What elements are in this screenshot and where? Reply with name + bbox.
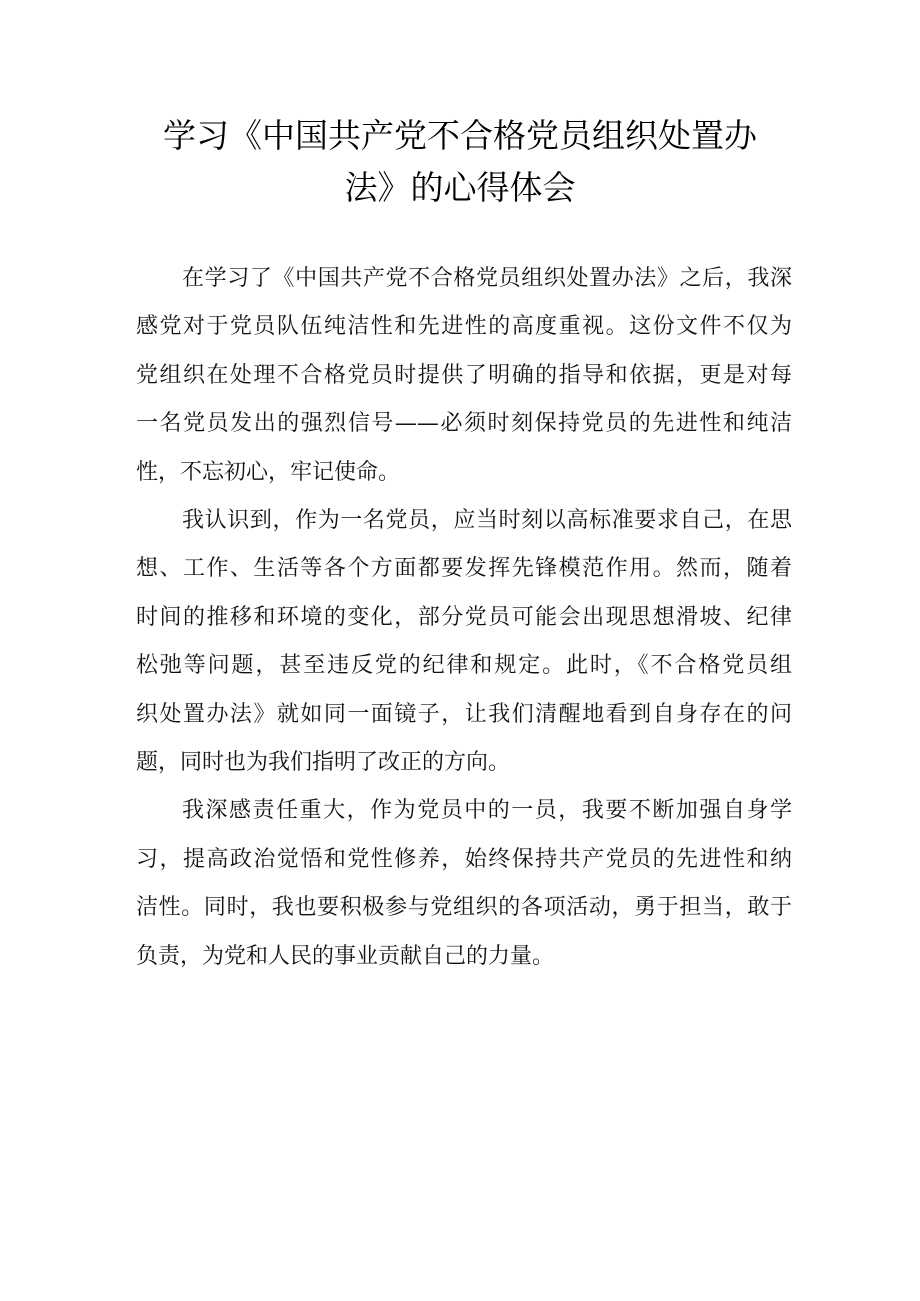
paragraph-line: 题，同时也为我们指明了改正的方向。 xyxy=(136,750,511,776)
document-title xyxy=(130,110,790,214)
document-body xyxy=(136,255,792,981)
paragraph-line: 我认识到，作为一名党员，应当时刻以高标准要求自己，在思 xyxy=(182,508,792,534)
paragraph-line: 洁性。同时，我也要积极参与党组织的各项活动，勇于担当，敢于 xyxy=(136,895,792,921)
paragraph-line: 时间的推移和环境的变化，部分党员可能会出现思想滑坡、纪律 xyxy=(136,604,792,630)
paragraph-line: 感党对于党员队伍纯洁性和先进性的高度重视。这份文件不仅为 xyxy=(136,314,792,340)
title-line-2: 法》的心得体会 xyxy=(344,168,576,207)
paragraph-line: 性，不忘初心，牢记使命。 xyxy=(136,459,401,485)
paragraph-line: 在学习了《中国共产党不合格党员组织处置办法》之后，我深 xyxy=(182,266,792,291)
paragraph-line: 织处置办法》就如同一面镜子，让我们清醒地看到自身存在的问 xyxy=(136,701,792,727)
paragraph-1 xyxy=(136,255,792,497)
title-line-1: 学习《中国共产党不合格党员组织处置办 xyxy=(163,116,757,155)
paragraph-line: 松弛等问题，甚至违反党的纪律和规定。此时，《不合格党员组 xyxy=(136,653,792,679)
paragraph-line: 党组织在处理不合格党员时提供了明确的指导和依据，更是对每 xyxy=(136,362,792,388)
paragraph-line: 想、工作、生活等各个方面都要发挥先锋模范作用。然而，随着 xyxy=(136,556,792,582)
paragraph-3 xyxy=(136,787,792,981)
paragraph-line: 习，提高政治觉悟和党性修养，始终保持共产党员的先进性和纳 xyxy=(136,846,792,872)
paragraph-line: 一名党员发出的强烈信号——必须时刻保持党员的先进性和纯洁 xyxy=(136,411,792,437)
paragraph-line: 我深感责任重大，作为党员中的一员，我要不断加强自身学 xyxy=(182,798,792,824)
paragraph-line: 负责，为党和人民的事业贡献自己的力量。 xyxy=(136,943,555,969)
paragraph-2 xyxy=(136,497,792,787)
